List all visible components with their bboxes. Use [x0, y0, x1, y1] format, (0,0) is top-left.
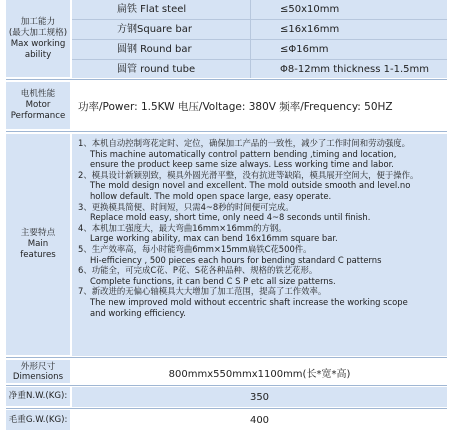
- feature-line: 2、模具设计新颖别致，模具外圆光滑平整，没有抗迸等缺陷，模具展开空间大，便于操作。: [78, 169, 419, 180]
- features-row: [6, 134, 447, 356]
- net-weight-row: [6, 387, 447, 407]
- feature-line: 6、功能全，可完成C花、P花、S花各种品种、规格的铁艺花形。: [78, 265, 318, 276]
- feature-line: The mold design novel and excellent. The mold outside smooth and level.no: [90, 180, 411, 191]
- capacity-item-square-bar: 方钢Square bar ≤16x16mm: [117, 24, 340, 35]
- capacity-label-en: Max working ability: [10, 38, 66, 60]
- capacity-item-round-tube: 圆管 round tube Φ8-12mm thickness 1-1.5mm: [117, 64, 429, 75]
- gross-weight-row: [6, 410, 447, 431]
- feature-line: Large working ability, max can bend 16x16mm square bar.: [90, 233, 338, 244]
- motor-label-cn: 电机性能: [20, 89, 56, 99]
- net-weight-label: 净重N.W.(KG):: [6, 387, 70, 407]
- motor-cell: [72, 82, 447, 130]
- feature-line: 5、生产效率高，每小时能弯曲6mm×15mm扁铁C花500件。: [78, 243, 312, 254]
- capacity-label-cn: 加工能力: [20, 16, 56, 27]
- net-weight-value: 350: [249, 391, 270, 403]
- dimensions-cell: [72, 360, 447, 384]
- motor-row: [6, 82, 447, 130]
- capacity-label-cn2: (最大加工规格): [8, 27, 68, 38]
- dimensions-value: 800mmx550mmx1100mm(长*宽*高): [168, 368, 351, 380]
- feature-line: hollow default. The mold open space large, easy operate.: [90, 190, 332, 201]
- capacity-item-flat-steel: 扁铁 Flat steel ≤50x10mm: [117, 4, 340, 15]
- gross-weight-value: 400: [249, 415, 270, 426]
- feature-line: Complete functions, it can bend C S P etc all size patterns.: [90, 275, 336, 286]
- feature-line: ensure the product keep same size always. Less working time and labor.: [90, 159, 394, 170]
- features-label: [6, 134, 70, 356]
- dimensions-row: [6, 360, 447, 384]
- gross-weight-cell: [72, 410, 447, 431]
- feature-line: The new improved mold without eccentric shaft increase the working scope: [90, 296, 408, 307]
- dimensions-label-cn: 外形尺寸: [20, 361, 56, 372]
- dimensions-label-en: Dimensions: [12, 371, 64, 382]
- feature-line: This machine automatically control pattern bending ,timing and location,: [90, 148, 397, 159]
- net-weight-cell: [72, 387, 447, 407]
- gross-weight-label: 毛重G.W.(KG):: [6, 410, 70, 431]
- feature-line: and working efficiency.: [90, 307, 186, 318]
- capacity-row: [6, 0, 447, 78]
- feature-line: 7、新改进的无偏心轴模具大大增加了加工范围，提高了工作效率。: [78, 286, 327, 297]
- feature-line: 1、本机自动控制弯花定时、定位，确保加工产品的一致性，减少了工作时间和劳动强度。: [78, 138, 410, 148]
- feature-line: Replace mold easy, short time, only need 4~8 seconds until finish.: [90, 212, 371, 223]
- dimensions-label: [6, 360, 70, 384]
- capacity-item-round-bar: 圆钢 Round bar ≤Φ16mm: [117, 44, 329, 55]
- features-cell: [72, 134, 447, 356]
- spec-table: [6, 0, 447, 432]
- feature-line: 3、更换模具简便、时间短，只需4~8秒的时间便可完成。: [78, 201, 294, 212]
- capacity-table: [72, 0, 447, 78]
- feature-line: 4、本机加工强度大，最大弯曲16mm×16mm的方钢。: [78, 222, 287, 233]
- motor-specs: 功率/Power: 1.5KW 电压/Voltage: 380V 频率/Frequency: 50HZ: [78, 100, 393, 113]
- features-label-cn: 主要特点: [20, 228, 56, 238]
- features-label-en: Main features: [20, 239, 56, 260]
- capacity-label: [6, 0, 70, 78]
- motor-label-en: Motor Performance: [10, 100, 66, 121]
- feature-line: Hi-efficiency , 500 pieces each hours for bending standard C patterns: [90, 254, 382, 265]
- features-list: [78, 138, 443, 318]
- motor-label: [6, 82, 70, 130]
